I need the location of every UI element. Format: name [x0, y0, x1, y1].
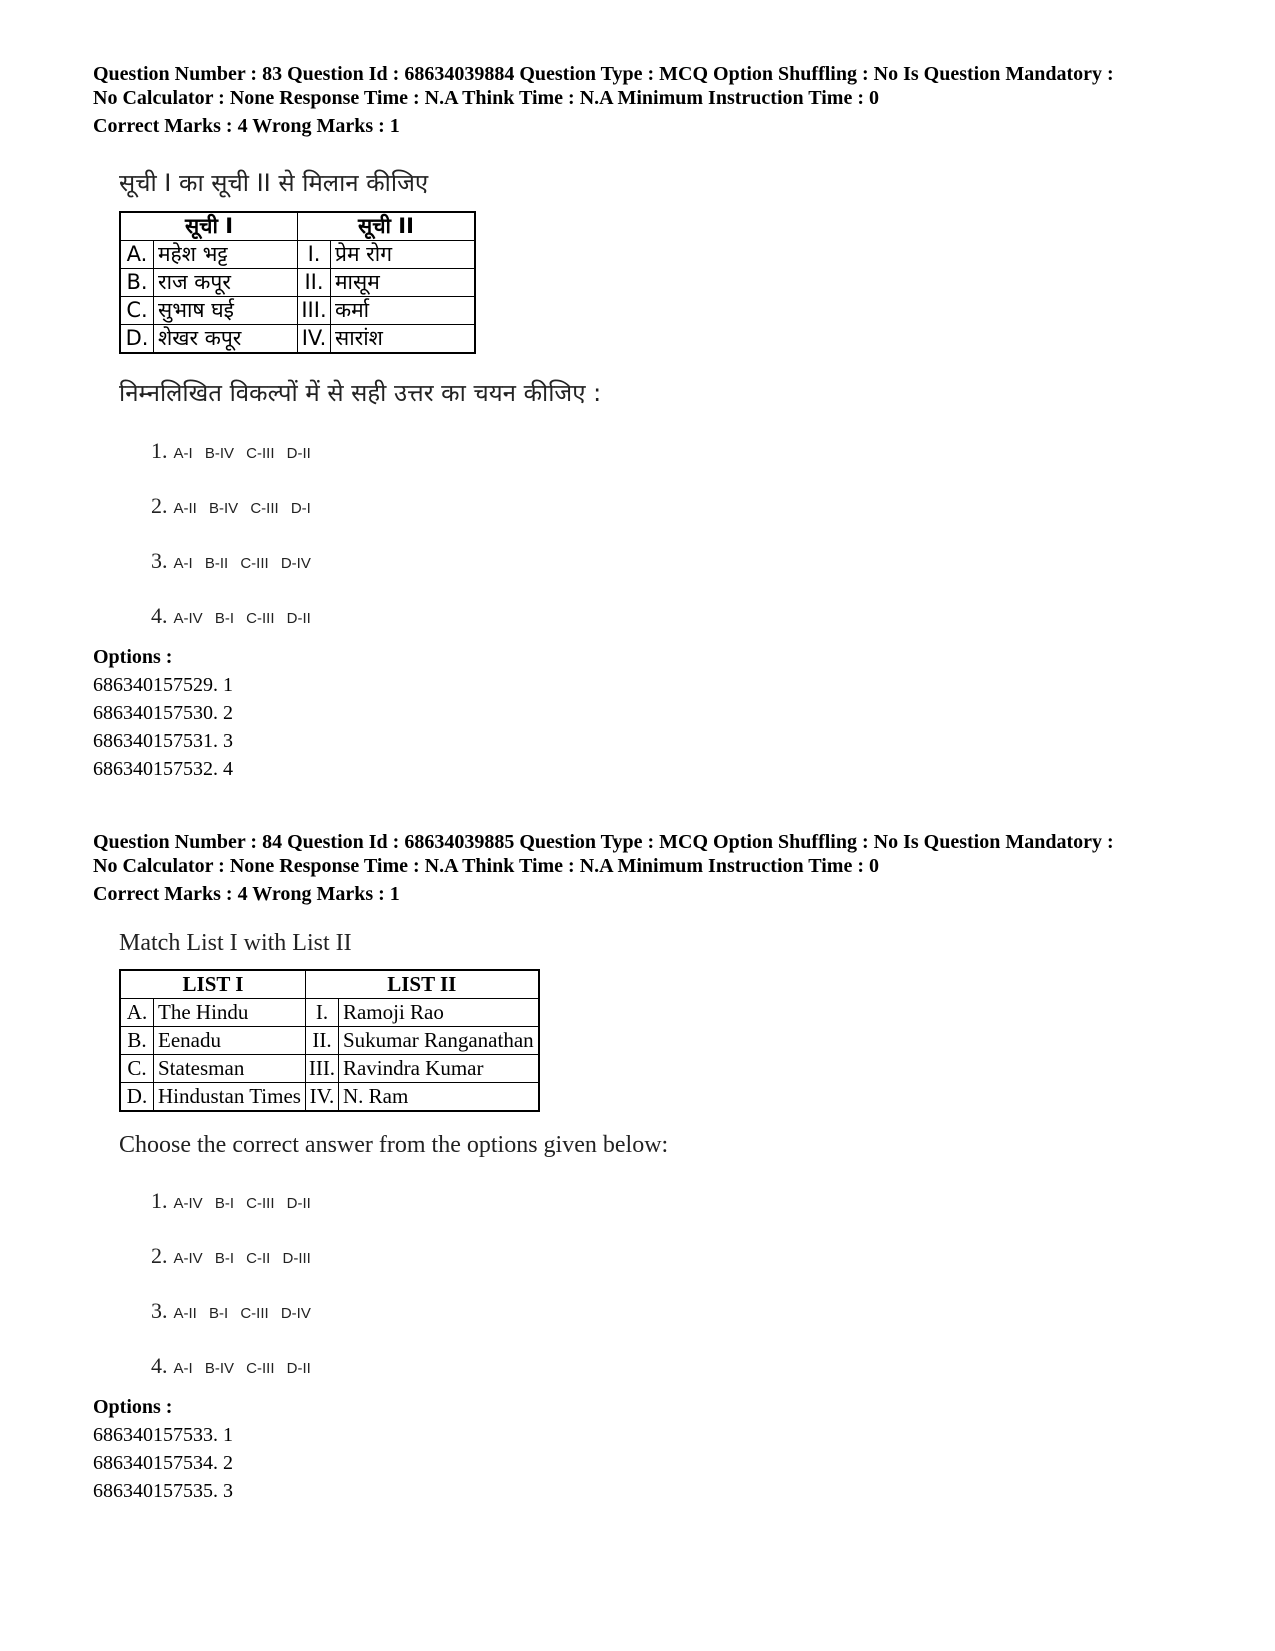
answer-choice	[151, 464, 1213, 519]
row-key-1: C.	[120, 1055, 154, 1083]
choice-number: 2.	[151, 493, 168, 518]
table-row	[120, 1055, 539, 1083]
row-key-2: II.	[298, 269, 331, 297]
question-image	[119, 930, 1213, 1379]
row-key-2: I.	[305, 999, 338, 1027]
marks-line: Correct Marks : 4 Wrong Marks : 1	[93, 883, 400, 905]
question-image	[119, 166, 1213, 629]
choice-number: 3.	[151, 548, 168, 573]
list-2-header: LIST II	[305, 970, 538, 999]
table-row	[120, 297, 475, 325]
row-key-2: III.	[298, 297, 331, 325]
table-row	[120, 325, 475, 354]
question-meta	[93, 62, 1213, 110]
row-key-2: III.	[305, 1055, 338, 1083]
question-83	[93, 62, 1213, 783]
choice-number: 1.	[151, 1188, 168, 1213]
answer-choice	[151, 1324, 1213, 1379]
row-value-1: Hindustan Times	[154, 1083, 306, 1112]
option-id: 686340157530. 2	[93, 702, 233, 724]
row-value-1: The Hindu	[154, 999, 306, 1027]
row-value-2: सारांश	[331, 325, 476, 354]
choice-number: 3.	[151, 1298, 168, 1323]
answer-choice	[151, 409, 1213, 464]
choice-number: 1.	[151, 438, 168, 463]
table-row	[120, 269, 475, 297]
row-value-2: कर्मा	[331, 297, 476, 325]
option-id: 686340157533. 1	[93, 1424, 233, 1446]
meta-line-2: No Calculator : None Response Time : N.A Think Time : N.A Minimum Instruction Time : 0	[93, 87, 879, 109]
table-row	[120, 241, 475, 269]
choice-text: A-IV B-I C-II D-III	[173, 1250, 311, 1267]
choice-text: A-IV B-I C-III D-II	[173, 1195, 311, 1212]
row-key-1: D.	[120, 325, 154, 354]
row-value-2: Sukumar Ranganathan	[338, 1027, 538, 1055]
row-value-1: महेश भट्ट	[154, 241, 298, 269]
choice-text: A-II B-IV C-III D-I	[173, 500, 311, 517]
meta-line-1: Question Number : 83 Question Id : 68634039884 Question Type : MCQ Option Shuffling : No Is Question Mandatory :	[93, 63, 1114, 85]
row-key-2: I.	[298, 241, 331, 269]
row-value-2: Ravindra Kumar	[338, 1055, 538, 1083]
choice-number: 4.	[151, 1353, 168, 1378]
row-value-2: मासूम	[331, 269, 476, 297]
list-1-header: LIST I	[120, 970, 305, 999]
option-id: 686340157534. 2	[93, 1452, 233, 1474]
row-key-1: C.	[120, 297, 154, 325]
choice-number: 2.	[151, 1243, 168, 1268]
answer-choice	[151, 1214, 1213, 1269]
row-value-2: प्रेम रोग	[331, 241, 476, 269]
options-title: Options :	[93, 1396, 173, 1418]
question-instruction: निम्नलिखित विकल्पों में से सही उत्तर का चयन कीजिए :	[119, 379, 602, 407]
question-stem: Match List I with List II	[119, 930, 352, 956]
table-row	[120, 999, 539, 1027]
row-value-2: Ramoji Rao	[338, 999, 538, 1027]
table-header-row	[120, 970, 539, 999]
question-instruction: Choose the correct answer from the options given below:	[119, 1132, 669, 1158]
row-value-1: राज कपूर	[154, 269, 298, 297]
row-value-1: सुभाष घई	[154, 297, 298, 325]
match-table	[119, 211, 476, 354]
marks-line: Correct Marks : 4 Wrong Marks : 1	[93, 115, 400, 137]
option-id: 686340157535. 3	[93, 1480, 233, 1502]
option-id: 686340157532. 4	[93, 758, 233, 780]
options-title: Options :	[93, 646, 173, 668]
question-stem: सूची I का सूची II से मिलान कीजिए	[119, 169, 429, 197]
table-row	[120, 1027, 539, 1055]
row-key-1: B.	[120, 269, 154, 297]
row-key-2: IV.	[305, 1083, 338, 1112]
option-id: 686340157531. 3	[93, 730, 233, 752]
table-row	[120, 1083, 539, 1112]
choice-text: A-IV B-I C-III D-II	[173, 610, 311, 627]
meta-line-1: Question Number : 84 Question Id : 68634039885 Question Type : MCQ Option Shuffling : No Is Question Mandatory :	[93, 831, 1114, 853]
meta-line-2: No Calculator : None Response Time : N.A Think Time : N.A Minimum Instruction Time : 0	[93, 855, 879, 877]
row-value-1: शेखर कपूर	[154, 325, 298, 354]
list-2-header: सूची II	[298, 212, 476, 241]
answer-choice	[151, 1159, 1213, 1214]
option-id: 686340157529. 1	[93, 674, 233, 696]
question-meta	[93, 830, 1213, 878]
list-1-header: सूची I	[120, 212, 298, 241]
question-84	[93, 830, 1213, 1505]
row-key-1: D.	[120, 1083, 154, 1112]
choice-text: A-I B-II C-III D-IV	[173, 555, 311, 572]
row-key-1: A.	[120, 241, 154, 269]
choice-number: 4.	[151, 603, 168, 628]
answer-choice	[151, 574, 1213, 629]
row-value-1: Eenadu	[154, 1027, 306, 1055]
row-value-2: N. Ram	[338, 1083, 538, 1112]
table-header-row	[120, 212, 475, 241]
answer-choice	[151, 519, 1213, 574]
row-key-1: B.	[120, 1027, 154, 1055]
row-key-2: IV.	[298, 325, 331, 354]
row-key-1: A.	[120, 999, 154, 1027]
choice-text: A-I B-IV C-III D-II	[173, 1360, 311, 1377]
match-table	[119, 969, 540, 1112]
choice-text: A-II B-I C-III D-IV	[173, 1305, 311, 1322]
row-key-2: II.	[305, 1027, 338, 1055]
answer-choice	[151, 1269, 1213, 1324]
choice-text: A-I B-IV C-III D-II	[173, 445, 311, 462]
row-value-1: Statesman	[154, 1055, 306, 1083]
